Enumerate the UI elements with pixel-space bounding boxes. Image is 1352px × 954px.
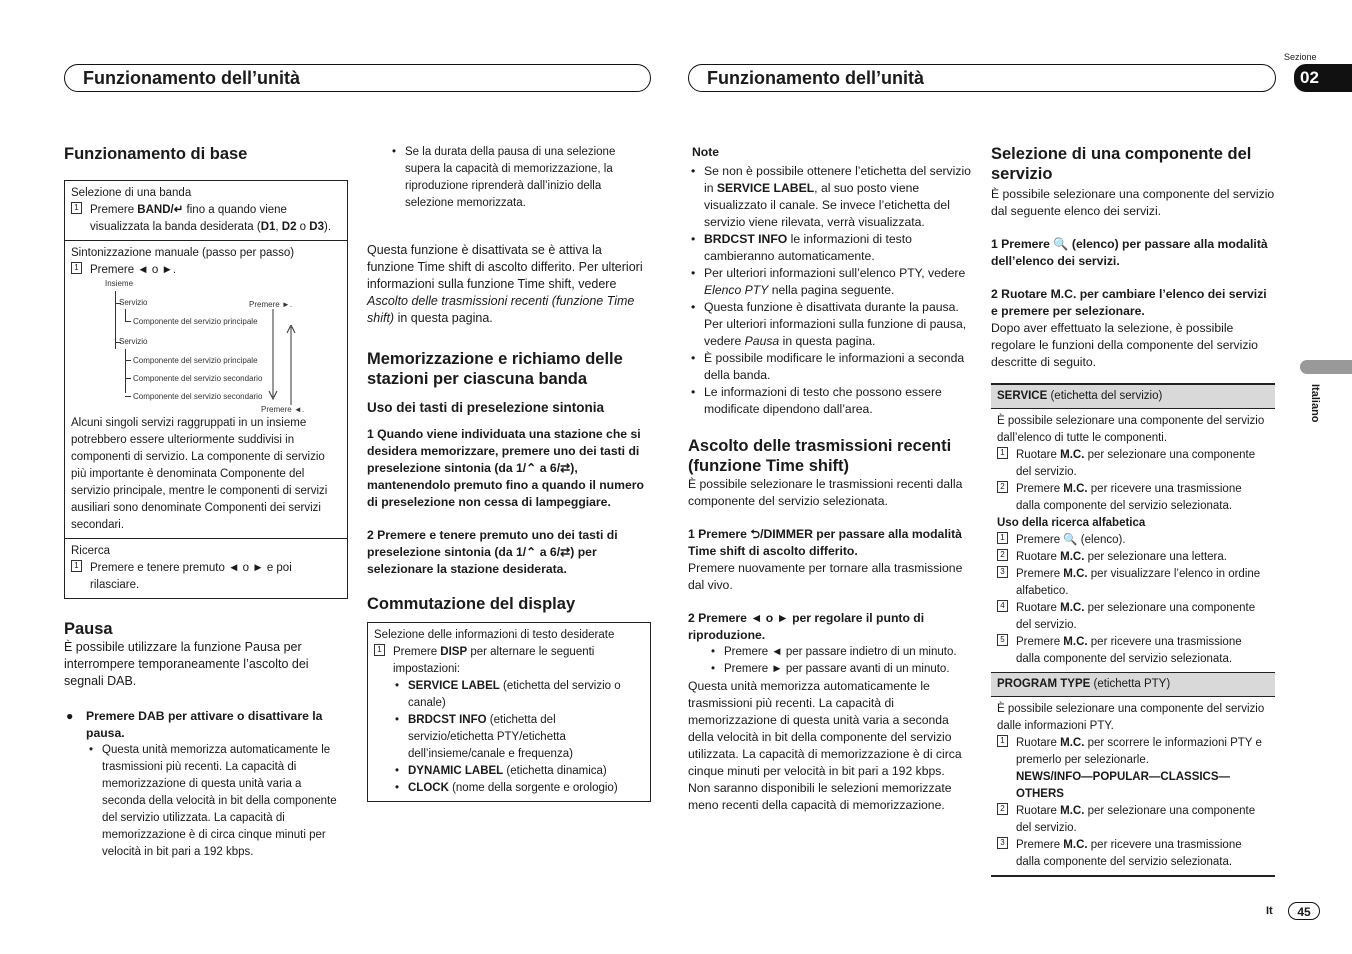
service-table <box>991 383 1275 877</box>
pause-overflow-bullet: • Se la durata della pausa di una selezione supera la capacità di memorizzazione, la riproduzione riprenderà dall’inizio della selezione memorizzata. <box>389 144 651 212</box>
pausa-step: ● Premere DAB per attivare o disattivare la pausa. <box>66 709 323 740</box>
arrow-up-icon <box>285 325 297 405</box>
timeshift-intro: È possibile selezionare le trasmissioni recenti dalla componente del servizio selezionata. <box>688 477 963 508</box>
component-step-1: 1 Premere 🔍 (elenco) per passare alla modalità dell’elenco dei servizi. <box>991 237 1268 268</box>
preset-title: Uso dei tasti di preselezione sintonia <box>367 400 605 415</box>
manual-tuning-text: Alcuni singoli servizi raggruppati in un insieme potrebbero essere ulteriormente suddivisi in componenti di servizio. La componente di servizio più importante è denominata Componente del servizio principale, mentre le componenti di servizi ausiliari sono denominate Componenti dei servizi secondari. <box>71 417 328 531</box>
column-3 <box>688 144 974 814</box>
note-item: • Per ulteriori informazioni sull’elenco PTY, vedere Elenco PTY nella pagina seguente. <box>688 265 974 299</box>
service-step: 2 Premere M.C. per ricevere una trasmissione dalla componente del servizio selezionata. <box>997 481 1269 515</box>
header-left <box>64 64 651 92</box>
component-intro: È possibile selezionare una componente del servizio dal seguente elenco dei servizi. <box>991 187 1275 218</box>
note-item: • È possibile modificare le informazioni a seconda della banda. <box>688 350 974 384</box>
display-option: • DYNAMIC LABEL (etichetta dinamica) <box>392 763 644 780</box>
timeshift-para-2: Non saranno disponibili le selezioni memorizzate meno recenti della capacità di memorizzazione. <box>688 781 952 812</box>
search-title: Ricerca <box>71 545 110 557</box>
timeshift-step-1-note: Premere nuovamente per tornare alla trasmissione dal vivo. <box>688 561 963 592</box>
base-title: Funzionamento di base <box>64 145 248 163</box>
timeshift-bullet: • Premere ► per passare avanti di un minuto. <box>708 661 974 678</box>
component-title: Selezione di una componente del servizio <box>991 145 1252 183</box>
pausa-title: Pausa <box>64 620 113 638</box>
step-number: 1 <box>71 560 82 572</box>
preset-step-2: 2 Premere e tenere premuto uno dei tasti di preselezione sintonia (da 1/⌃ a 6/⇄) per selezionare la stazione desiderata. <box>367 528 618 576</box>
component-step-2-note: Dopo aver effettuato la selezione, è possibile regolare le funzioni della componente del servizio descritte di seguito. <box>991 321 1258 369</box>
header-right-title: Funzionamento dell’unità <box>707 68 924 88</box>
band-title: Selezione di una banda <box>71 187 192 199</box>
component-step-2: 2 Ruotare M.C. per cambiare l’elenco dei servizi e premere per selezionare. <box>991 287 1267 318</box>
alpha-step: 4 Ruotare M.C. per selezionare una componente del servizio. <box>997 600 1269 634</box>
note-item: • Le informazioni di testo che possono essere modificate dipendono dall’area. <box>688 384 974 418</box>
manual-tuning-section: Sintonizzazione manuale (passo per passo) 1 Premere ◄ o ►. Insieme Servizio Componente del servizio principale Servizio Componente del servizio principale Componente del servizio secondario Componente del servizio secondario Premere ►. Premere ◄. Alcuni singoli servizi raggruppati in un insieme potrebbero essere ulteriormente suddivisi in componenti di servizio. La componente di servizio più importante è denominata Componente del servizio principale, mentre le componenti di servizi ausiliari sono denominate Componenti dei servizi secondari. <box>65 241 347 539</box>
service-intro: È possibile selezionare una componente del servizio dall’elenco di tutte le componenti. <box>997 415 1265 444</box>
pty-table-body <box>991 697 1275 875</box>
section-label: Sezione <box>1284 52 1317 62</box>
column-2 <box>367 144 651 802</box>
display-option: • BRDCST INFO (etichetta del servizio/etichetta PTY/etichetta dell’insieme/canale e frequenza) <box>392 712 644 763</box>
pty-step: 3 Premere M.C. per ricevere una trasmissione dalla componente del servizio selezionata. <box>997 837 1269 871</box>
memory-title: Memorizzazione e richiamo delle stazioni per ciascuna banda <box>367 350 623 388</box>
column-1 <box>64 144 348 861</box>
search-section: Ricerca 1 Premere e tenere premuto ◄ o ► e poi rilasciare. <box>65 539 347 598</box>
band-section: Selezione di una banda 1 Premere BAND/↵ fino a quando viene visualizzata la banda desiderata (D1, D2 o D3). <box>65 181 347 241</box>
step-number: 1 <box>374 644 385 656</box>
display-box-title: Selezione delle informazioni di testo desiderate <box>374 629 615 641</box>
timeshift-note: Questa funzione è disattivata se è attiva la funzione Time shift di ascolto differito. Per ulteriori informazioni sulla funzione Time shift, vedere Ascolto delle trasmissioni recenti (funzione Time shift) in questa pagina. <box>367 243 643 325</box>
header-right <box>688 64 1276 92</box>
lang-code: It <box>1266 905 1273 917</box>
pausa-text: È possibile utilizzare la funzione Pausa per interrompere temporaneamente l’ascolto dei segnali DAB. <box>64 640 309 688</box>
pty-table-header: PROGRAM TYPE (etichetta PTY) <box>991 672 1275 697</box>
language-label: Italiano <box>1309 384 1321 423</box>
note-title: Note <box>692 145 720 159</box>
page-number: 45 <box>1288 902 1320 920</box>
display-title: Commutazione del display <box>367 595 576 613</box>
timeshift-bullet: • Premere ◄ per passare indietro di un minuto. <box>708 644 974 661</box>
display-option: • CLOCK (nome della sorgente e orologio) <box>392 780 644 797</box>
pausa-bullet: • Questa unità memorizza automaticamente le trasmissioni più recenti. La capacità di memorizzazione di questa unità varia a seconda della velocità in bit della componente del servizio utilizzata. La capacità di memorizzazione è di circa cinque minuti per velocità in bit pari a 192 kbps. <box>86 742 348 861</box>
section-number-badge: 02 <box>1294 64 1352 92</box>
service-table-body <box>991 409 1275 672</box>
alpha-search-title: Uso della ricerca alfabetica <box>997 517 1146 529</box>
step-number: 1 <box>71 262 82 274</box>
timeshift-step-1: 1 Premere ⮌/DIMMER per passare alla modalità Time shift di ascolto differito. <box>688 527 962 558</box>
service-table-header: SERVICE (etichetta del servizio) <box>991 385 1275 409</box>
manual-tuning-title: Sintonizzazione manuale (passo per passo) <box>71 247 295 259</box>
note-item: • Se non è possibile ottenere l’etichetta del servizio in SERVICE LABEL, al suo posto viene visualizzato il canale. Se invece l’etichetta del servizio viene rilevata, verrà visualizzata. <box>688 163 974 231</box>
alpha-step: 5 Premere M.C. per ricevere una trasmissione dalla componente del servizio selezionata. <box>997 634 1269 668</box>
base-box <box>64 180 348 599</box>
note-item: • BRDCST INFO le informazioni di testo cambieranno automaticamente. <box>688 231 974 265</box>
display-option: • SERVICE LABEL (etichetta del servizio o canale) <box>392 678 644 712</box>
alpha-step: 2 Ruotare M.C. per selezionare una lettera. <box>997 549 1269 566</box>
note-item: • Questa funzione è disattivata durante la pausa. Per ulteriori informazioni sulla funzione di pausa, vedere Pausa in questa pagina. <box>688 299 974 350</box>
alpha-step: 1 Premere 🔍 (elenco). <box>997 532 1269 549</box>
column-4 <box>991 144 1275 877</box>
pty-step: 1 Ruotare M.C. per scorrere le informazioni PTY e premerlo per selezionarle. NEWS/INFO—POPULAR—CLASSICS—OTHERS <box>997 735 1269 803</box>
header-left-title: Funzionamento dell’unità <box>83 68 300 88</box>
pty-step: 2 Ruotare M.C. per selezionare una componente del servizio. <box>997 803 1269 837</box>
display-section: Selezione delle informazioni di testo desiderate 1 Premere DISP per alternare le seguenti impostazioni: • SERVICE LABEL (etichetta del servizio o canale) • BRDCST INFO (etichetta del servizio/etichetta PTY/etichetta dell’insieme/canale e frequenza) • DYNAMIC LABEL (etichetta dinamica) • CLOCK (nome della sorgente e orologio) <box>368 623 650 801</box>
step-number: 1 <box>71 202 82 214</box>
arrow-down-icon <box>267 309 279 401</box>
timeshift-step-2: 2 Premere ◄ o ► per regolare il punto di riproduzione. <box>688 611 925 642</box>
alpha-step: 3 Premere M.C. per visualizzare l’elenco in ordine alfabetico. <box>997 566 1269 600</box>
display-box <box>367 622 651 802</box>
service-diagram: Insieme Servizio Componente del servizio principale Servizio Componente del servizio principale Componente del servizio secondario Componente del servizio secondario Premere ►. Premere ◄. <box>105 279 305 414</box>
preset-step-1: 1 Quando viene individuata una stazione che si desidera memorizzare, premere uno dei tasti di preselezione sintonia (da 1/⌃ a 6/⇄), mantenendolo premuto fino a quando il numero di preselezione non cessa di lampeggiare. <box>367 427 644 509</box>
language-tab <box>1300 360 1352 374</box>
service-step: 1 Ruotare M.C. per selezionare una componente del servizio. <box>997 447 1269 481</box>
timeshift-title: Ascolto delle trasmissioni recenti (funzione Time shift) <box>688 437 952 475</box>
pty-intro: È possibile selezionare una componente del servizio dalle informazioni PTY. <box>997 703 1265 732</box>
timeshift-para-1: Questa unità memorizza automaticamente le trasmissioni più recenti. La capacità di memorizzazione di questa unità varia a seconda della velocità in bit della componente del servizio utilizzata. La capacità di memorizzazione è di circa cinque minuti per velocità in bit pari a 192 kbps. <box>688 679 962 778</box>
